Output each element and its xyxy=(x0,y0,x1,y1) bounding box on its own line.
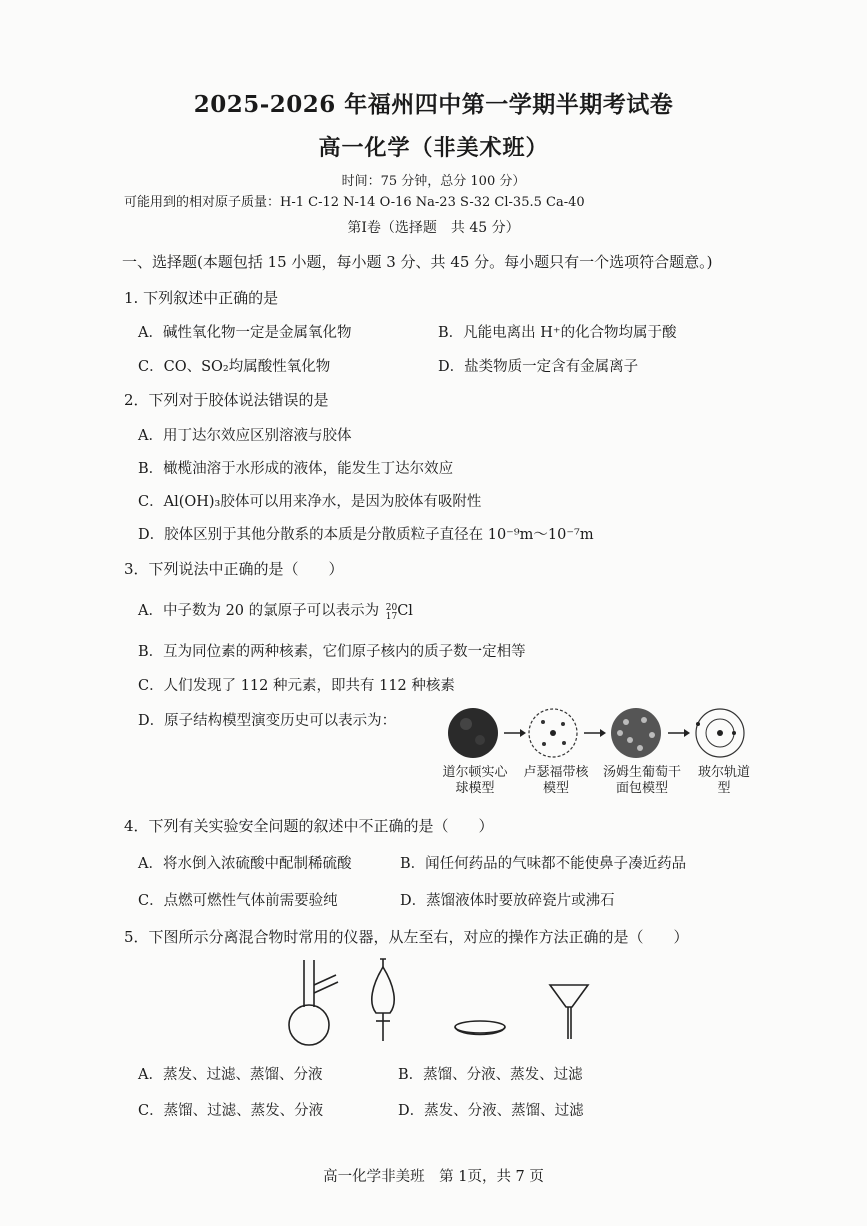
arrow-icon xyxy=(584,729,606,737)
question-5-stem: 5．下图所示分离混合物时常用的仪器，从左至右，对应的操作方法正确的是（ ） xyxy=(124,928,689,946)
question-3-option-b: B．互为同位素的两种核素，它们原子核内的质子数一定相等 xyxy=(138,644,526,660)
question-4-option-c: C．点燃可燃性气体前需要验纯 xyxy=(138,893,338,909)
atomic-masses: 可能用到的相对原子质量：H-1 C-12 N-14 O-16 Na-23 S-32 Cl-35.5 Ca-40 xyxy=(124,195,585,210)
question-1-option-a: A．碱性氧化物一定是金属氧化物 xyxy=(138,325,352,341)
question-3-stem: 3．下列说法中正确的是（ ） xyxy=(124,560,344,578)
question-2-option-a: A．用丁达尔效应区别溶液与胶体 xyxy=(138,428,352,444)
question-1-stem: 1. 下列叙述中正确的是 xyxy=(124,289,279,307)
caption-bohr: 玻尔轨道型 xyxy=(697,765,750,796)
question-1-option-b: B．凡能电离出 H⁺的化合物均属于酸 xyxy=(438,325,677,341)
question-5-option-d: D．蒸发、分液、蒸馏、过滤 xyxy=(398,1103,584,1119)
caption-dalton: 道尔顿实心球模型 xyxy=(442,765,508,796)
atomic-models-figure xyxy=(440,700,750,760)
question-3-option-c: C．人们发现了 112 种元素，即共有 112 种核素 xyxy=(138,678,455,694)
question-2-option-c: C．Al(OH)₃胶体可以用来净水，是因为胶体有吸附性 xyxy=(138,494,482,510)
exam-title: 2025-2026 年福州四中第一学期半期考试卷 xyxy=(193,91,674,118)
dalton-model-image xyxy=(448,708,498,758)
apparatus-figure xyxy=(280,955,610,1050)
question-4-option-a: A．将水倒入浓硫酸中配制稀硫酸 xyxy=(138,856,352,872)
question-2-option-b: B．橄榄油溶于水形成的液体，能发生丁达尔效应 xyxy=(138,461,454,477)
funnel-image xyxy=(550,985,588,1039)
arrow-icon xyxy=(504,729,526,737)
arrow-icon xyxy=(668,729,690,737)
caption-thomson: 汤姆生葡萄干面包模型 xyxy=(602,765,681,796)
question-4-stem: 4．下列有关实验安全问题的叙述中不正确的是（ ） xyxy=(124,817,494,835)
caption-rutherford: 卢瑟福带核模型 xyxy=(523,765,589,796)
question-5-option-b: B．蒸馏、分液、蒸发、过滤 xyxy=(398,1067,583,1083)
question-1-option-d: D．盐类物质一定含有金属离子 xyxy=(438,359,639,375)
volume-heading: 第Ⅰ卷（选择题 共 45 分） xyxy=(347,220,520,236)
bohr-model-image xyxy=(696,709,744,757)
page-footer: 高一化学非美班 第 1页，共 7 页 xyxy=(323,1169,544,1185)
distillation-flask-image xyxy=(289,960,338,1045)
question-4-option-d: D．蒸馏液体时要放碎瓷片或沸石 xyxy=(400,893,615,909)
question-2-option-d: D．胶体区别于其他分散系的本质是分散质粒子直径在 10⁻⁹m～10⁻⁷m xyxy=(138,527,594,543)
atomic-number: 17 xyxy=(385,612,398,622)
evaporating-dish-image xyxy=(455,1021,505,1035)
question-4-option-b: B．闻任何药品的气味都不能使鼻子凑近药品 xyxy=(400,856,687,872)
mass-number: 20 xyxy=(385,603,398,613)
exam-info: 时间：75 分钟，总分 100 分） xyxy=(341,174,526,189)
section-heading: 一、选择题(本题包括 15 小题，每小题 3 分、共 45 分。每小题只有一个选项符合题意。) xyxy=(122,253,713,271)
separatory-funnel-image xyxy=(372,959,394,1041)
rutherford-model-image xyxy=(529,709,577,757)
question-3-option-a-text: A．中子数为 20 的氯原子可以表示为 xyxy=(138,603,380,619)
question-5-option-c: C．蒸馏、过滤、蒸发、分液 xyxy=(138,1103,324,1119)
thomson-model-image xyxy=(611,708,661,758)
element-symbol: Cl xyxy=(397,603,413,619)
exam-subtitle: 高一化学（非美术班） xyxy=(318,135,549,161)
question-2-stem: 2．下列对于胶体说法错误的是 xyxy=(124,391,329,409)
nuclide-notation xyxy=(386,604,397,622)
question-3-option-d: D．原子结构模型演变历史可以表示为： xyxy=(138,713,397,729)
question-1-option-c: C．CO、SO₂均属酸性氧化物 xyxy=(138,359,331,375)
question-5-option-a: A．蒸发、过滤、蒸馏、分液 xyxy=(138,1067,323,1083)
question-3-option-a xyxy=(138,599,413,622)
